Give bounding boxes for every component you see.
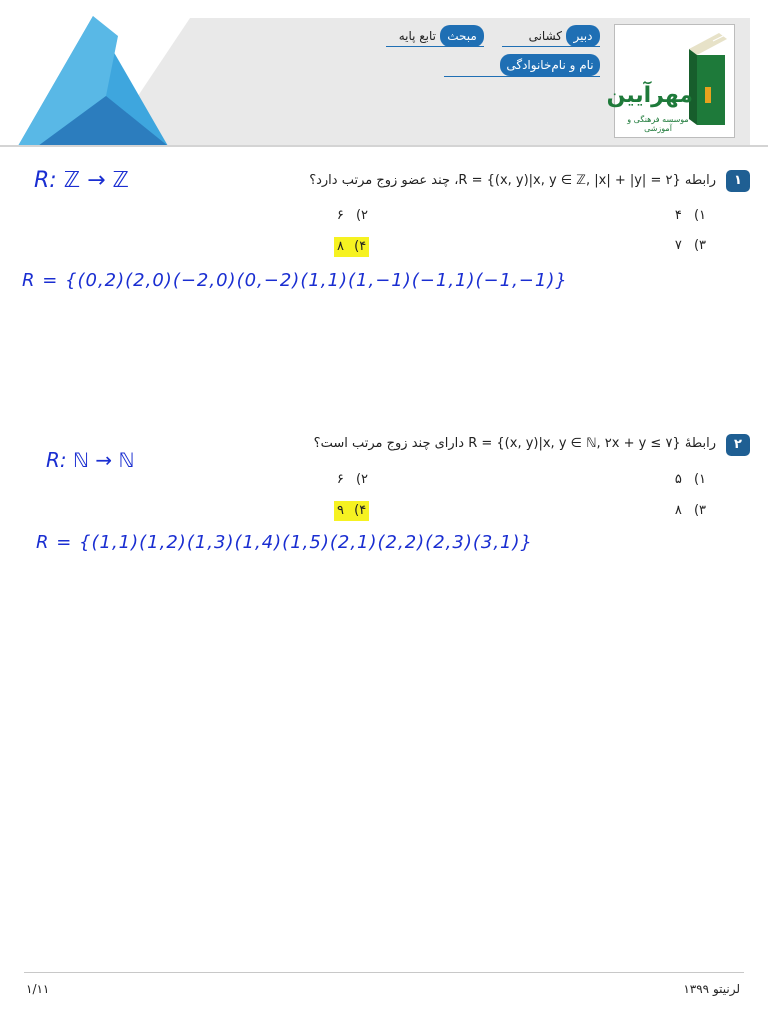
teacher-label: دبیر	[566, 25, 600, 47]
logo-wordmark: مهرآیین	[606, 83, 693, 108]
option-value: ۴	[674, 208, 682, 223]
option-number: ۴)	[354, 239, 367, 254]
option-number: ۱)	[693, 472, 706, 487]
footer-divider	[24, 972, 744, 973]
option-number: ۲)	[355, 208, 368, 223]
option-3	[654, 501, 706, 521]
option-4-highlighted	[334, 237, 369, 257]
logo	[606, 24, 735, 138]
option-number: ۱)	[693, 208, 706, 223]
page-number: ۱/۱۱	[26, 982, 50, 996]
header-divider	[0, 145, 768, 147]
topic-underline	[386, 46, 484, 47]
name-underline	[444, 76, 600, 77]
topic-value: تابع پایه	[398, 29, 436, 43]
logo-subtitle: موسسه فرهنگی و آموزشی	[627, 115, 689, 133]
option-value: ۷	[674, 238, 682, 253]
handwritten-domain-note: R: ℤ → ℤ	[34, 168, 129, 193]
footer-brand: لرنیتو ۱۳۹۹	[683, 982, 740, 996]
option-number: ۳)	[693, 503, 706, 518]
option-number: ۴)	[354, 503, 367, 518]
option-value: ۸	[337, 239, 344, 254]
option-value: ۶	[336, 208, 344, 223]
option-value: ۸	[674, 503, 682, 518]
option-number: ۳)	[693, 238, 706, 253]
question-text: رابطهٔ R = {(x, y)|x, y ∈ ℕ, ۲x + y ≤ ۷} دارای چند زوج مرتب است؟	[313, 436, 716, 451]
name-label: نام و نام‌خانوادگی	[500, 54, 600, 76]
option-3	[654, 236, 706, 256]
option-2	[316, 206, 368, 226]
question-text: رابطه R = {(x, y)|x, y ∈ ℤ, |x| + |y| = ۲}، چند عضو زوج مرتب دارد؟	[309, 173, 716, 188]
option-4-highlighted	[334, 501, 369, 521]
option-1	[654, 206, 706, 226]
handwritten-answer-set: R = {(0,2)(2,0)(−2,0)(0,−2)(1,1)(1,−1)(−1,1)(−1,−1)}	[22, 270, 568, 291]
triangle-decoration	[18, 16, 168, 146]
option-number: ۲)	[355, 472, 368, 487]
topic-label: مبحث	[440, 25, 484, 47]
teacher-underline	[502, 46, 600, 47]
option-2	[316, 470, 368, 490]
question-number: ۱	[726, 170, 750, 192]
handwritten-answer-set: R = {(1,1)(1,2)(1,3)(1,4)(1,5)(2,1)(2,2)(2,3)(3,1)}	[36, 532, 533, 553]
handwritten-domain-note: R: ℕ → ℕ	[46, 448, 135, 472]
option-value: ۵	[674, 472, 682, 487]
option-value: ۹	[337, 503, 344, 518]
option-value: ۶	[336, 472, 344, 487]
question-number: ۲	[726, 434, 750, 456]
option-1	[654, 470, 706, 490]
teacher-value: کشانی	[528, 29, 562, 43]
